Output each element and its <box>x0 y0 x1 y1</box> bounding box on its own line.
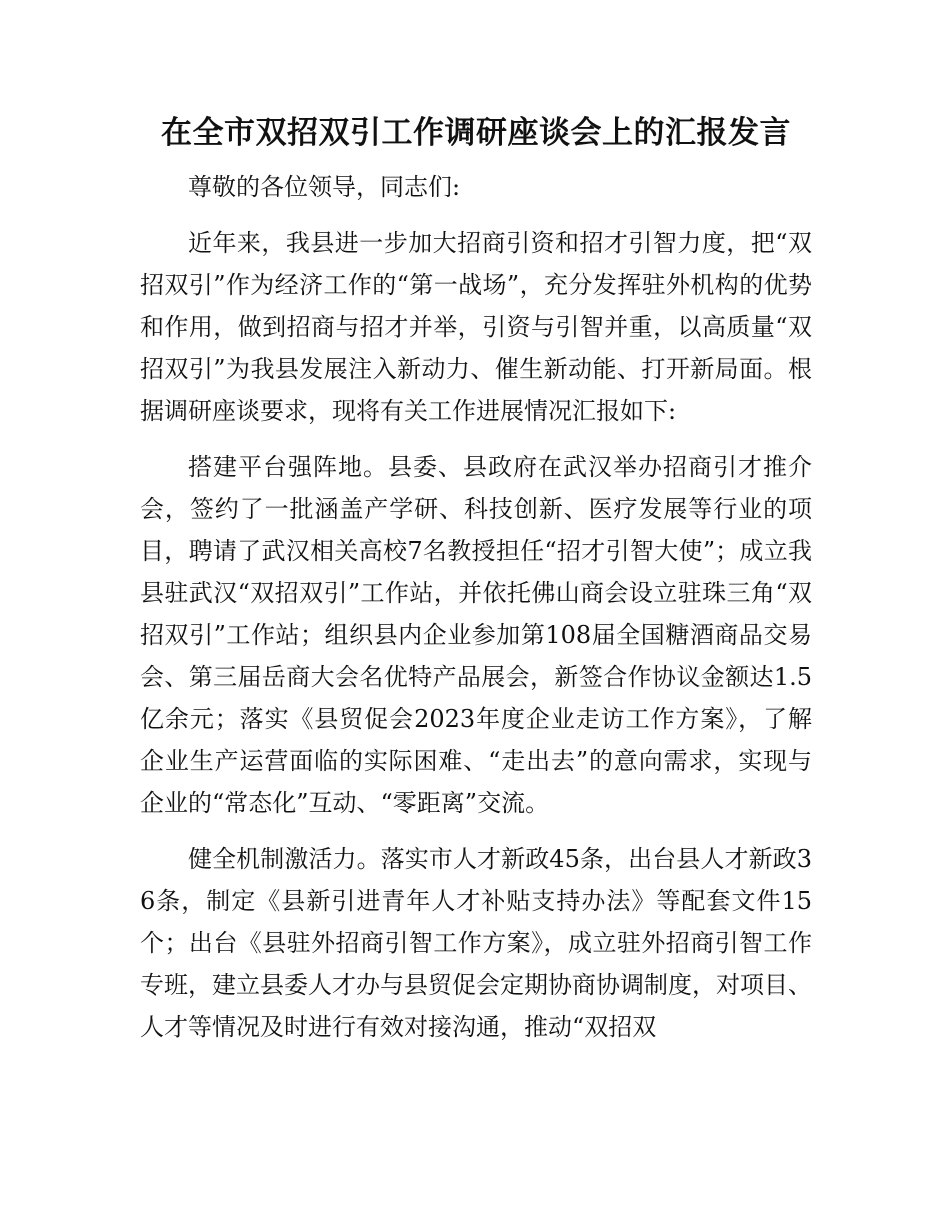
document-title: 在全市双招双引工作调研座谈会上的汇报发言 <box>161 115 791 151</box>
paragraph-platform: 搭建平台强阵地。县委、县政府在武汉举办招商引才推介会，签约了一批涵盖产学研、科技创新、医疗发展等行业的项目，聘请了武汉相关高校7名教授担任“招才引智大使”；成立我县驻武汉“双招双引”工作站，并依托佛山商会设立驻珠三角“双招双引”工作站；组织县内企业参加第108届全国糖酒商品交易会、第三届岳商大会名优特产品展会，新签合作协议金额达1.5亿余元；落实《县贸促会2023年度企业走访工作方案》，了解企业生产运营面临的实际困难、“走出去”的意向需求，实现与企业的“常态化”互动、“零距离”交流。 <box>140 453 812 817</box>
paragraph-mechanism: 健全机制激活力。落实市人才新政45条，出台县人才新政36条，制定《县新引进青年人才补贴支持办法》等配套文件15个；出台《县驻外招商引智工作方案》，成立驻外招商引智工作专班，建立县委人才办与县贸促会定期协商协调制度，对项目、人才等情况及时进行有效对接沟通，推动“双招双 <box>140 845 812 1041</box>
document-page <box>140 110 812 1048</box>
paragraph-intro: 近年来，我县进一步加大招商引资和招才引智力度，把“双招双引”作为经济工作的“第一战场”，充分发挥驻外机构的优势和作用，做到招商与招才并举，引资与引智并重，以高质量“双招双引”为我县发展注入新动力、催生新动能、打开新局面。根据调研座谈要求，现将有关工作进展情况汇报如下: <box>140 229 812 425</box>
salutation: 尊敬的各位领导，同志们: <box>188 173 461 201</box>
